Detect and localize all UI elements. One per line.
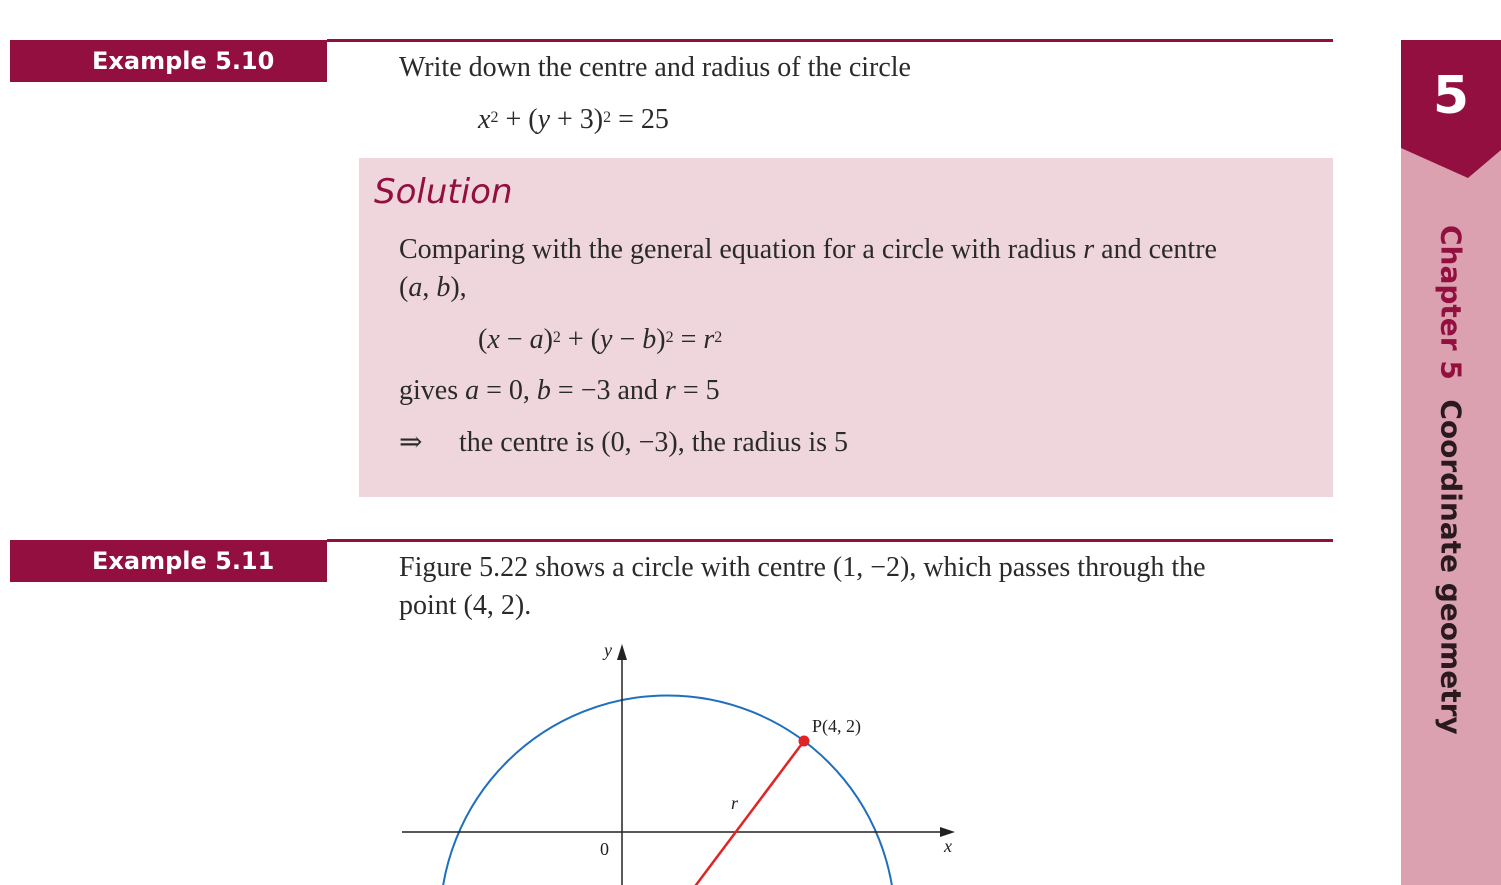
gives-line: gives a = 0, b = −3 and r = 5 [399,375,720,406]
solution-title: Solution [374,172,513,212]
example-5-10-prompt: Write down the centre and radius of the circle [399,52,911,83]
y-axis-label: y [604,640,612,660]
y-axis-arrow [617,644,627,660]
example-5-11-line-2: point (4, 2). [399,590,532,621]
point-p-label: P(4, 2) [812,716,861,736]
radius-line [668,741,805,885]
origin-label: 0 [600,839,609,859]
conclusion-line: the centre is (0, −3), the radius is 5 [459,427,849,458]
example-5-10-label: Example 5.10 [10,40,327,82]
example-5-11-label: Example 5.11 [10,540,327,582]
example-5-11-line-1: Figure 5.22 shows a circle with centre (1, −2), which passes through the [399,552,1206,583]
point-p [799,736,810,747]
general-circle-equation: $(x - a)^2 + (y - b)^2 = r^2$ [478,324,723,355]
solution-line-1: Comparing with the general equation for a circle with radius r and centre [399,234,1217,265]
solution-line-2: (a, b), [399,272,467,303]
x-axis-label: x [944,836,952,856]
example-5-10-equation: $x^2 + (y + 3)^2 = 25$ [478,104,669,135]
radius-label: r [731,793,739,813]
chapter-number: 5 [1432,66,1470,126]
chapter-title-vertical: Chapter 5 Coordinate geometry [1434,225,1468,735]
implies-arrow: ⇒ [399,427,423,458]
